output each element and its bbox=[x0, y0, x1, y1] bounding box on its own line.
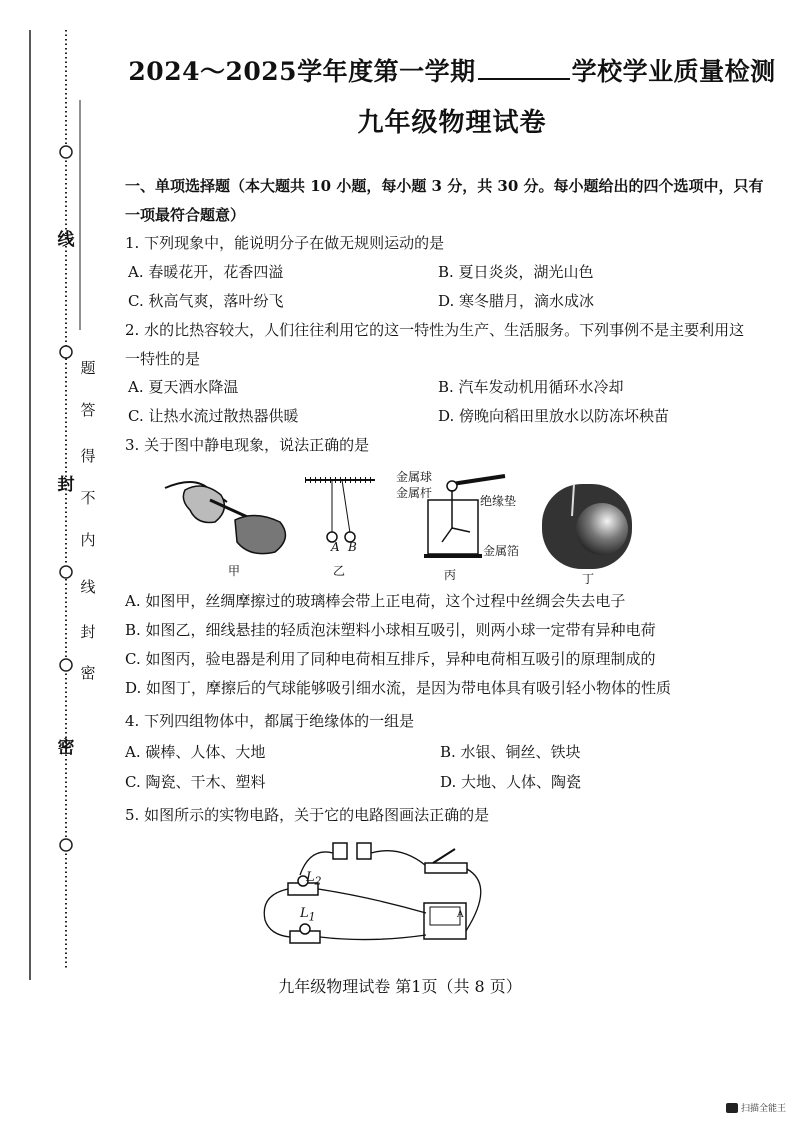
l1-label: $L_1$ bbox=[300, 906, 316, 924]
q5-stem: 5. 如图所示的实物电路，关于它的电路图画法正确的是 bbox=[125, 806, 490, 824]
q2-stem-line2: 一特性的是 bbox=[125, 350, 201, 368]
exam-subtitle: 九年级物理试卷 bbox=[357, 108, 547, 138]
margin-warning-char: 答 bbox=[80, 401, 96, 419]
q1-stem: 1. 下列现象中，能说明分子在做无规则运动的是 bbox=[125, 234, 445, 252]
margin-warning-char: 题 bbox=[80, 359, 96, 377]
q2-option-c: C. 让热水流过散热器供暖 bbox=[128, 407, 299, 425]
q4-stem: 4. 下列四组物体中，都属于绝缘体的一组是 bbox=[125, 712, 415, 730]
scanner-watermark bbox=[726, 1101, 786, 1114]
l2-label: $L_2$ bbox=[306, 870, 322, 888]
margin-mi: 密 bbox=[57, 738, 75, 758]
margin-warning-char: 不 bbox=[80, 489, 96, 507]
binding-margin bbox=[0, 0, 110, 1124]
q2-stem-line1: 2. 水的比热容较大，人们往往利用它的这一特性为生产、生活服务。下列事例不是主要利用这 bbox=[125, 321, 745, 339]
figure-yi-caption: 乙 bbox=[333, 564, 346, 578]
binding-hole bbox=[60, 659, 72, 671]
battery-icon bbox=[357, 843, 371, 859]
q3-option-c: C. 如图丙，验电器是利用了同种电荷相互排斥，异种电荷相互吸引的原理制成的 bbox=[125, 650, 656, 668]
margin-warning-char: 线 bbox=[80, 578, 96, 596]
section1-heading-line2: 一项最符合题意） bbox=[125, 206, 246, 224]
q2-option-b: B. 汽车发动机用循环水冷却 bbox=[438, 378, 624, 396]
q2-option-a: A. 夏天洒水降温 bbox=[128, 378, 239, 396]
figure-jia bbox=[155, 470, 295, 560]
binding-lines bbox=[0, 0, 110, 1124]
school-name-blank[interactable] bbox=[478, 58, 570, 80]
q3-option-d: D. 如图丁，摩擦后的气球能够吸引细水流，是因为带电体具有吸引轻小物体的性质 bbox=[125, 679, 672, 697]
metal-ball-label: 金属球 bbox=[396, 470, 433, 484]
q1-option-b: B. 夏日炎炎，湖光山色 bbox=[438, 263, 594, 281]
figure-ding bbox=[542, 484, 632, 569]
binding-hole bbox=[60, 839, 72, 851]
margin-warning-char: 封 bbox=[80, 623, 96, 641]
binding-hole bbox=[60, 346, 72, 358]
figure-jia-caption: 甲 bbox=[228, 564, 241, 578]
q4-option-d: D. 大地、人体、陶瓷 bbox=[440, 773, 582, 791]
metal-rod-label: 金属杆 bbox=[396, 486, 433, 500]
q3-stem: 3. 关于图中静电现象，说法正确的是 bbox=[125, 436, 370, 454]
insulator-label: 绝缘垫 bbox=[480, 494, 517, 508]
switch-icon bbox=[425, 863, 467, 873]
q3-option-a: A. 如图甲，丝绸摩擦过的玻璃棒会带上正电荷，这个过程中丝绸会失去电子 bbox=[125, 592, 626, 610]
ammeter-label: A bbox=[457, 910, 464, 920]
margin-xian: 线 bbox=[57, 230, 75, 250]
scanner-logo-icon bbox=[726, 1103, 738, 1113]
page-footer: 九年级物理试卷 第1页（共 8 页） bbox=[278, 977, 522, 996]
q2-option-d: D. 傍晚向稻田里放水以防冻坏秧苗 bbox=[438, 407, 670, 425]
exam-title bbox=[120, 52, 784, 88]
ball-b-label: B bbox=[348, 540, 357, 554]
binding-hole bbox=[60, 146, 72, 158]
battery-icon bbox=[333, 843, 347, 859]
figure-ding-caption: 丁 bbox=[582, 572, 595, 586]
q4-option-a: A. 碳棒、人体、大地 bbox=[125, 743, 266, 761]
margin-feng: 封 bbox=[57, 475, 75, 495]
margin-warning-char: 得 bbox=[80, 447, 96, 465]
figure-bing-caption: 丙 bbox=[444, 568, 457, 582]
binding-hole bbox=[60, 566, 72, 578]
ball-a-label: A bbox=[331, 540, 340, 554]
q4-option-b: B. 水银、铜丝、铁块 bbox=[440, 743, 581, 761]
q1-option-d: D. 寒冬腊月，滴水成冰 bbox=[438, 292, 595, 310]
q1-option-a: A. 春暖花开，花香四溢 bbox=[128, 263, 284, 281]
q5-circuit-figure bbox=[250, 835, 500, 950]
foil-label: 金属箔 bbox=[483, 544, 520, 558]
margin-warning-char: 内 bbox=[80, 531, 96, 549]
title-term: 2024～2025学年度第一学期 bbox=[128, 57, 476, 86]
q4-option-c: C. 陶瓷、干木、塑料 bbox=[125, 773, 266, 791]
margin-warning-char: 密 bbox=[80, 664, 96, 682]
figure-yi bbox=[300, 475, 380, 560]
q3-option-b: B. 如图乙，细线悬挂的轻质泡沫塑料小球相互吸引，则两小球一定带有异种电荷 bbox=[125, 621, 656, 639]
section1-heading-line1: 一、单项选择题（本大题共 10 小题，每小题 3 分，共 30 分。每小题给出的四个选项中，只有 bbox=[125, 177, 764, 195]
title-school-suffix: 学校学业质量检测 bbox=[571, 57, 776, 86]
watermark-text: 扫描全能王 bbox=[740, 1104, 786, 1114]
q1-option-c: C. 秋高气爽，落叶纷飞 bbox=[128, 292, 284, 310]
